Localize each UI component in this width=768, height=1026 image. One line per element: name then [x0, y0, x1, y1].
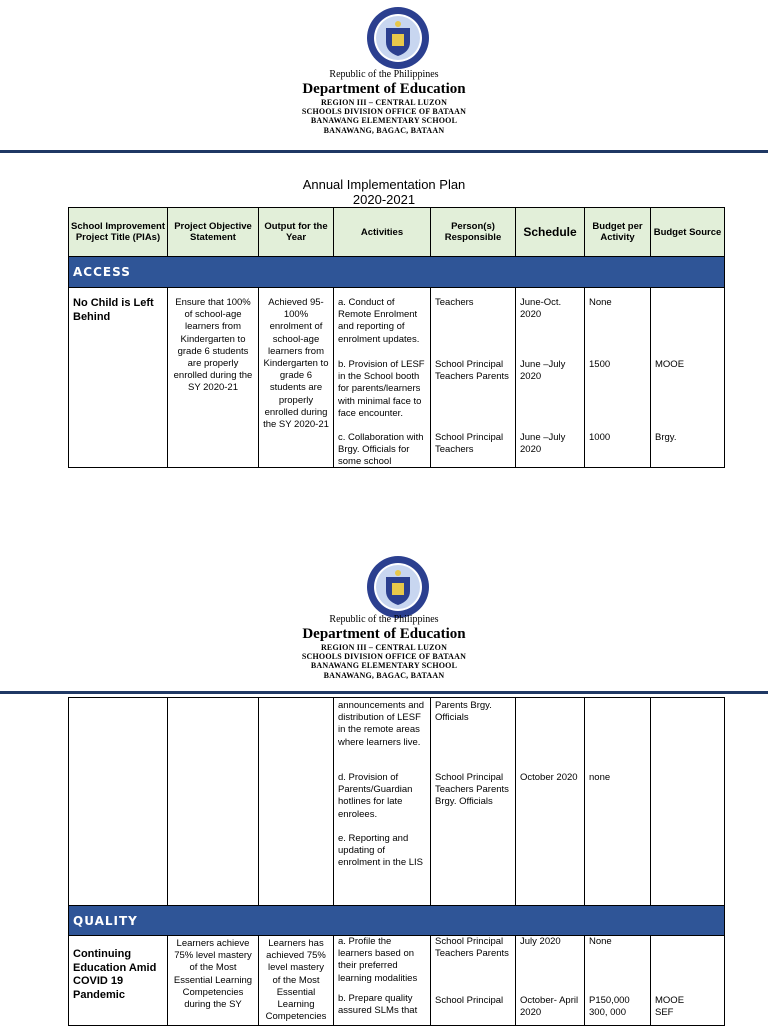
person-item: Parents Brgy. Officials — [435, 700, 492, 724]
section-label: QUALITY — [69, 906, 725, 936]
table-row — [69, 936, 725, 1026]
activity-item: a. Profile the learners based on their preferred learning modalities — [338, 936, 418, 984]
col-header: Person(s) Responsible — [431, 208, 516, 257]
objective-cell: Learners achieve 75% level mastery of the Most Essential Learning Competencies during the SY — [168, 936, 259, 1026]
persons-cell — [431, 936, 516, 1026]
budget-item: P150,000 300, 000 — [589, 995, 630, 1019]
col-header: Budget Source — [651, 208, 725, 257]
region-text: REGION III – CENTRAL LUZON — [320, 98, 448, 107]
schedule-item: June –July 2020 — [520, 432, 566, 456]
activity-item: b. Provision of LESF in the School booth for parents/learners with minimal face to face encounter. — [338, 359, 425, 419]
table-row — [69, 698, 725, 906]
schedule-item: June –July 2020 — [520, 359, 566, 383]
activity-item: c. Collaboration with Brgy. Officials for some school — [338, 432, 424, 468]
plan-table-page-1 — [68, 207, 725, 468]
budget-item: none — [589, 772, 611, 783]
activity-item: e. Reporting and updating of enrolment in the LIS — [338, 833, 424, 869]
source-item: MOOE — [655, 359, 685, 370]
source-cell — [651, 698, 725, 906]
budget-cell — [585, 936, 651, 1026]
project-cell — [69, 936, 168, 1026]
schedule-cell — [516, 698, 585, 906]
person-item: School Principal — [435, 995, 504, 1006]
section-row-access — [69, 257, 725, 288]
schedule-item: July 2020 — [520, 936, 561, 947]
letterhead — [0, 614, 768, 680]
persons-cell — [431, 288, 516, 468]
person-item: Teachers — [435, 297, 474, 308]
schedule-cell — [516, 936, 585, 1026]
department-title: Department of Education — [302, 81, 466, 97]
region-text: REGION III – CENTRAL LUZON — [320, 643, 448, 652]
schedule-item: October 2020 — [520, 772, 578, 783]
schedule-item: June-Oct. 2020 — [520, 297, 562, 321]
republic-text: Republic of the Philippines — [329, 614, 439, 625]
plan-title-text: Annual Implementation Plan — [302, 177, 466, 192]
col-header: Budget per Activity — [585, 208, 651, 257]
budget-item: None — [589, 297, 612, 308]
output-cell: Achieved 95-100% enrolment of school-age learners from Kindergarten to grade 6 students are properly enrolled during the SY 2020-21 — [259, 288, 334, 468]
source-item: MOOE SEF — [655, 995, 685, 1019]
persons-cell — [431, 698, 516, 906]
col-header: Output for the Year — [259, 208, 334, 257]
project-cell — [69, 698, 168, 906]
page-2 — [0, 555, 768, 1024]
table-row — [69, 288, 725, 468]
budget-item: 1500 — [589, 359, 611, 370]
col-header: School Improvement Project Title (PIAs) — [69, 208, 168, 257]
source-item: Brgy. — [655, 432, 677, 443]
section-row-quality — [69, 906, 725, 936]
person-item: School Principal Teachers Parents — [435, 359, 509, 383]
col-header: Activities — [334, 208, 431, 257]
activity-item: announcements and distribution of LESF in the remote areas where learners live. — [338, 700, 425, 748]
address-text: BANAWANG, BAGAC, BATAAN — [323, 125, 445, 135]
section-label: ACCESS — [69, 257, 725, 288]
project-title: Continuing Education Amid COVID 19 Pandemic — [73, 948, 157, 1001]
department-title: Department of Education — [302, 626, 466, 642]
header-rule — [0, 691, 768, 694]
activity-item: b. Prepare quality assured SLMs that — [338, 993, 418, 1017]
budget-cell — [585, 698, 651, 906]
person-item: School Principal Teachers Parents — [435, 936, 509, 960]
activity-item: d. Provision of Parents/Guardian hotlines for late enrolees. — [338, 772, 413, 820]
objective-cell: Ensure that 100% of school-age learners from Kindergarten to grade 6 students are properly enrolled during the SY 2020-21 — [168, 288, 259, 468]
schedule-item: October- April 2020 — [520, 995, 579, 1019]
deped-seal-icon — [366, 6, 430, 70]
plan-year-text: 2020-2021 — [352, 192, 416, 207]
table-header-row — [69, 208, 725, 257]
objective-cell — [168, 698, 259, 906]
school-text: BANAWANG ELEMENTARY SCHOOL — [310, 116, 458, 126]
col-header: Schedule — [516, 208, 585, 257]
division-text: SCHOOLS DIVISION OFFICE OF BATAAN — [301, 107, 467, 117]
schedule-cell — [516, 288, 585, 468]
deped-seal-icon — [366, 555, 430, 619]
activities-cell — [334, 936, 431, 1026]
plan-title — [0, 177, 768, 207]
person-item: School Principal Teachers Parents Brgy. Officials — [435, 772, 509, 808]
budget-item: 1000 — [589, 432, 611, 443]
address-text: BANAWANG, BAGAC, BATAAN — [323, 670, 445, 680]
col-header: Project Objective Statement — [168, 208, 259, 257]
project-cell — [69, 288, 168, 468]
division-text: SCHOOLS DIVISION OFFICE OF BATAAN — [301, 652, 467, 662]
page-1 — [0, 0, 768, 512]
school-text: BANAWANG ELEMENTARY SCHOOL — [310, 661, 458, 671]
letterhead — [0, 69, 768, 135]
budget-cell — [585, 288, 651, 468]
republic-text: Republic of the Philippines — [329, 69, 439, 80]
activities-cell — [334, 698, 431, 906]
output-cell — [259, 698, 334, 906]
header-rule — [0, 150, 768, 153]
person-item: School Principal Teachers — [435, 432, 504, 456]
activity-item: a. Conduct of Remote Enrolment and reporting of enrolment updates. — [338, 297, 420, 345]
output-cell: Learners has achieved 75% level mastery of the Most Essential Learning Competencies — [259, 936, 334, 1026]
activities-cell — [334, 288, 431, 468]
source-cell — [651, 288, 725, 468]
plan-table-page-2 — [68, 697, 725, 1026]
project-title: No Child is Left Behind — [73, 297, 154, 323]
budget-item: None — [589, 936, 612, 947]
source-cell — [651, 936, 725, 1026]
